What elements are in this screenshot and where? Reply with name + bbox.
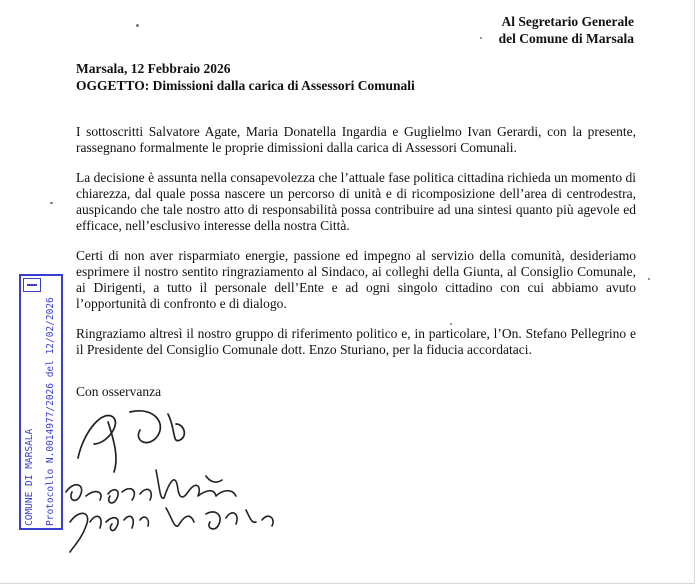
scan-speck [648, 278, 650, 280]
scan-speck [50, 202, 53, 204]
body-paragraph: I sottoscritti Salvatore Agate, Maria Donatella Ingardia e Guglielmo Ivan Gerardi, con la presente, rassegnano formalmente le proprie dimissioni dalla carica di Assessori Comunali. [76, 124, 636, 155]
signature-3 [70, 508, 273, 552]
scan-speck [480, 37, 482, 39]
letter-heading [76, 60, 415, 94]
signature-2 [66, 470, 236, 503]
subject-line: OGGETTO: Dimissioni dalla carica di Assessori Comunali [76, 78, 415, 93]
signature-1 [78, 411, 184, 472]
stamp-badge-icon [23, 278, 41, 292]
body-paragraph: La decisione è assunta nella consapevolezza che l’attuale fase politica cittadina richieda un momento di chiarezza, dal quale possa nascere un percorso di unità e di ricomposizione dell’area di centrodestra, auspicando che tale nostro atto di responsabilità possa contribuire ad una sintesi quanto più agevole ed efficace, nell’esclusivo interesse della nostra Città. [76, 170, 636, 233]
signatures [56, 400, 316, 560]
place-date: Marsala, 12 Febbraio 2026 [76, 61, 231, 76]
body-paragraph: Certi di non aver risparmiato energie, passione ed impegno al servizio della comunità, desideriamo esprimere il nostro sentito ringraziamento al Sindaco, ai colleghi della Giunta, al Consiglio Comunale, ai Dirigenti, a tutto il personale dell’Ente e ad ogni singolo cittadino con cui abbiamo avuto l’opportunità di confronto e di dialogo. [76, 248, 636, 311]
letter-body [76, 124, 636, 372]
body-paragraph: Ringraziamo altresì il nostro gruppo di riferimento politico e, in particolare, l’On. Stefano Pellegrino e il Presidente del Consiglio Comunale dott. Enzo Sturiano, per la fiducia accordataci. [76, 326, 636, 357]
closing-salutation: Con osservanza [76, 384, 162, 399]
recipient-line-1: Al Segretario Generale [501, 14, 634, 29]
stamp-municipality: COMUNE DI MARSALA [24, 428, 35, 526]
recipient-line-2: del Comune di Marsala [498, 31, 634, 46]
scan-speck [136, 24, 139, 27]
stamp-protocol-number: Protocollo N.0014977/2026 del 12/02/2026 [45, 297, 56, 526]
recipient-address [499, 13, 634, 47]
